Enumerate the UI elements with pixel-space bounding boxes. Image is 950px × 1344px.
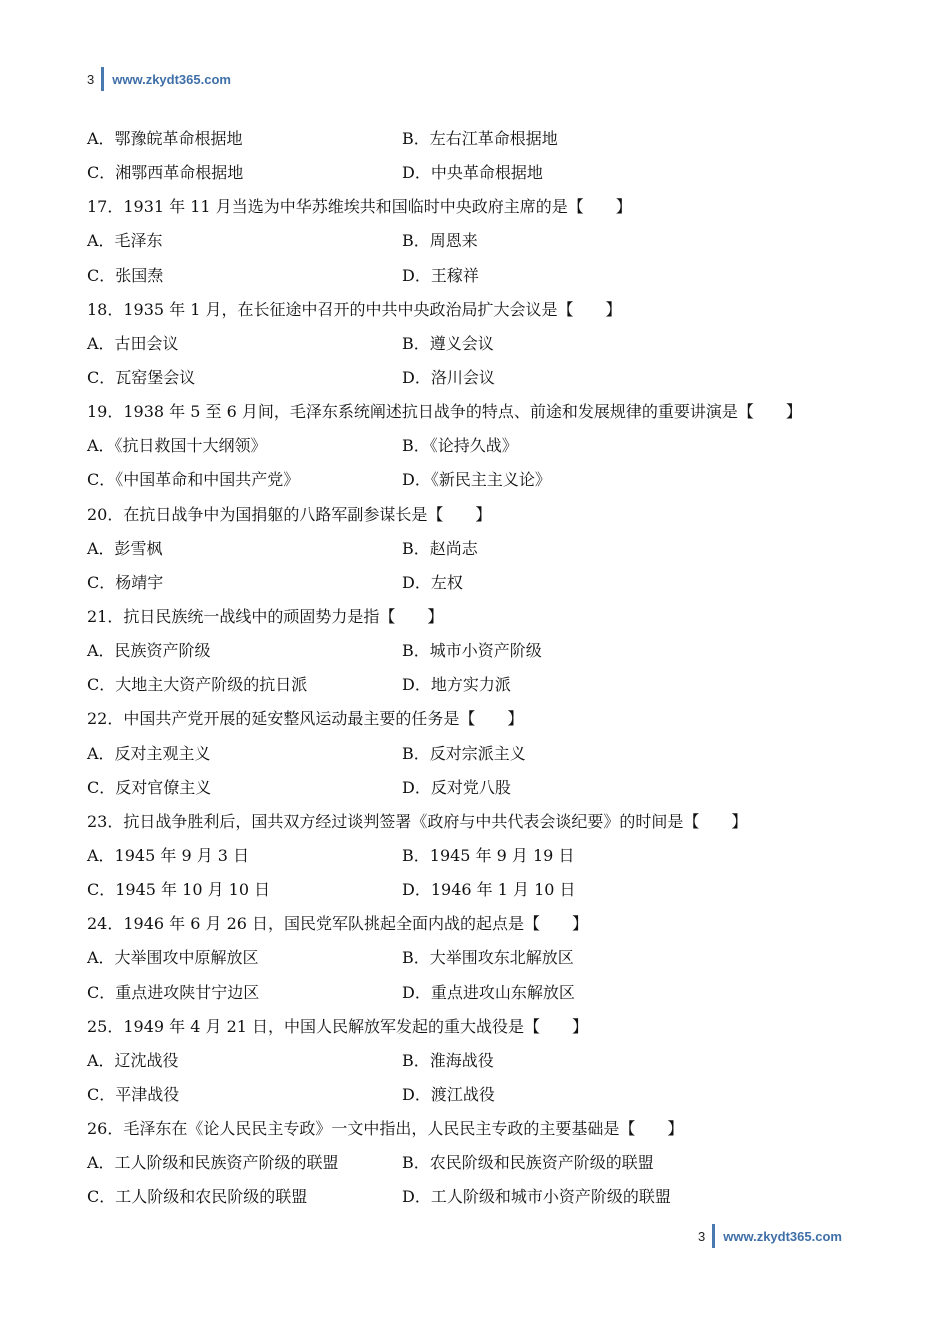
option-a: A．工人阶级和民族资产阶级的联盟 xyxy=(87,1153,339,1173)
option-d: D．工人阶级和城市小资产阶级的联盟 xyxy=(402,1187,671,1207)
page-footer xyxy=(698,1223,842,1249)
question-26-stem: 26．毛泽东在《论人民民主专政》一文中指出，人民民主专政的主要基础是【 】 xyxy=(87,1119,684,1139)
option-c: C．杨靖宇 xyxy=(87,572,164,592)
question-21-stem: 21．抗日民族统一战线中的顽固势力是指【 】 xyxy=(87,606,444,626)
option-a: A．反对主观主义 xyxy=(87,743,211,763)
question-stem xyxy=(87,600,867,634)
option-c: C．《中国革命和中国共产党》 xyxy=(87,470,300,490)
question-24-stem: 24．1946 年 6 月 26 日，国民党军队挑起全面内战的起点是【 】 xyxy=(87,914,589,934)
option-c: C．重点进攻陕甘宁边区 xyxy=(87,982,260,1002)
option-b: B．淮海战役 xyxy=(402,1050,494,1070)
question-stem xyxy=(87,1112,867,1146)
question-stem xyxy=(87,805,867,839)
question-25-stem: 25．1949 年 4 月 21 日，中国人民解放军发起的重大战役是【 】 xyxy=(87,1016,589,1036)
option-d: D．《新民主主义论》 xyxy=(402,470,551,490)
option-a: A．大举围攻中原解放区 xyxy=(87,948,259,968)
option-row xyxy=(87,1180,867,1214)
option-a: A．《抗日救国十大纲领》 xyxy=(87,436,267,456)
option-c: C．湘鄂西革命根据地 xyxy=(87,163,244,183)
question-22-stem: 22．中国共产党开展的延安整风运动最主要的任务是【 】 xyxy=(87,709,524,729)
option-row xyxy=(87,634,867,668)
question-stem xyxy=(87,498,867,532)
option-d: D．渡江战役 xyxy=(402,1084,495,1104)
option-row xyxy=(87,429,867,463)
question-18-stem: 18．1935 年 1 月，在长征途中召开的中共中央政治局扩大会议是【 】 xyxy=(87,299,622,319)
question-stem xyxy=(87,702,867,736)
option-b: B．左右江革命根据地 xyxy=(402,129,558,148)
option-d: D．左权 xyxy=(402,572,463,592)
option-c: C．1945 年 10 月 10 日 xyxy=(87,880,271,900)
option-row xyxy=(87,463,867,497)
option-row xyxy=(87,566,867,600)
option-row xyxy=(87,361,867,395)
option-row xyxy=(87,941,867,975)
option-row xyxy=(87,122,867,156)
question-23-stem: 23．抗日战争胜利后，国共双方经过谈判签署《政府与中共代表会谈纪要》的时间是【 】 xyxy=(87,811,748,831)
option-d: D．中央革命根据地 xyxy=(402,163,543,183)
header-divider xyxy=(101,67,104,91)
option-row xyxy=(87,1078,867,1112)
page-header xyxy=(87,66,231,92)
option-d: D．反对党八股 xyxy=(402,777,511,797)
option-a: A．辽沈战役 xyxy=(87,1050,179,1070)
option-a: A．鄂豫皖革命根据地 xyxy=(87,129,243,148)
question-stem xyxy=(87,293,867,327)
option-b: B．城市小资产阶级 xyxy=(402,641,542,661)
question-stem xyxy=(87,907,867,941)
option-row xyxy=(87,224,867,258)
option-row xyxy=(87,1146,867,1180)
option-row xyxy=(87,532,867,566)
option-row xyxy=(87,1044,867,1078)
option-a: A．毛泽东 xyxy=(87,231,163,251)
option-b: B．遵义会议 xyxy=(402,333,494,353)
option-c: C．大地主大资产阶级的抗日派 xyxy=(87,675,308,695)
option-a: A．彭雪枫 xyxy=(87,538,163,558)
option-b: B．大举围攻东北解放区 xyxy=(402,948,574,968)
option-c: C．瓦窑堡会议 xyxy=(87,367,196,387)
option-c: C．反对官僚主义 xyxy=(87,777,212,797)
option-row xyxy=(87,259,867,293)
footer-divider xyxy=(712,1224,715,1248)
option-c: C．张国焘 xyxy=(87,265,164,285)
footer-page-number: 3 xyxy=(698,1228,706,1244)
option-b: B．农民阶级和民族资产阶级的联盟 xyxy=(402,1153,654,1173)
question-17-stem: 17．1931 年 11 月当选为中华苏维埃共和国临时中央政府主席的是【 】 xyxy=(87,197,632,217)
question-stem xyxy=(87,395,867,429)
option-row xyxy=(87,976,867,1010)
question-19-stem: 19．1938 年 5 至 6 月间，毛泽东系统阐述抗日战争的特点、前途和发展规律的重要讲演是【 】 xyxy=(87,402,802,422)
footer-url[interactable]: www.zkydt365.com xyxy=(723,1228,842,1244)
option-row xyxy=(87,873,867,907)
question-content xyxy=(87,122,867,1215)
option-b: B．反对宗派主义 xyxy=(402,743,526,763)
question-20-stem: 20．在抗日战争中为国捐躯的八路军副参谋长是【 】 xyxy=(87,504,492,524)
option-c: C．平津战役 xyxy=(87,1084,180,1104)
option-row xyxy=(87,771,867,805)
option-a: A．民族资产阶级 xyxy=(87,641,211,661)
option-row xyxy=(87,156,867,190)
option-d: D．王稼祥 xyxy=(402,265,479,285)
option-d: D．重点进攻山东解放区 xyxy=(402,982,575,1002)
option-a: A．古田会议 xyxy=(87,333,179,353)
option-b: B．《论持久战》 xyxy=(402,436,518,456)
option-b: B．1945 年 9 月 19 日 xyxy=(402,845,575,865)
option-row xyxy=(87,668,867,702)
option-row xyxy=(87,327,867,361)
option-c: C．工人阶级和农民阶级的联盟 xyxy=(87,1187,308,1207)
option-d: D．地方实力派 xyxy=(402,675,511,695)
header-page-number: 3 xyxy=(87,71,95,87)
option-row xyxy=(87,737,867,771)
option-b: B．周恩来 xyxy=(402,231,478,251)
option-d: D．洛川会议 xyxy=(402,367,495,387)
option-d: D．1946 年 1 月 10 日 xyxy=(402,880,576,900)
option-row xyxy=(87,839,867,873)
option-a: A．1945 年 9 月 3 日 xyxy=(87,845,250,865)
option-b: B．赵尚志 xyxy=(402,538,478,558)
question-stem xyxy=(87,1010,867,1044)
header-url[interactable]: www.zkydt365.com xyxy=(112,71,231,87)
question-stem xyxy=(87,190,867,224)
